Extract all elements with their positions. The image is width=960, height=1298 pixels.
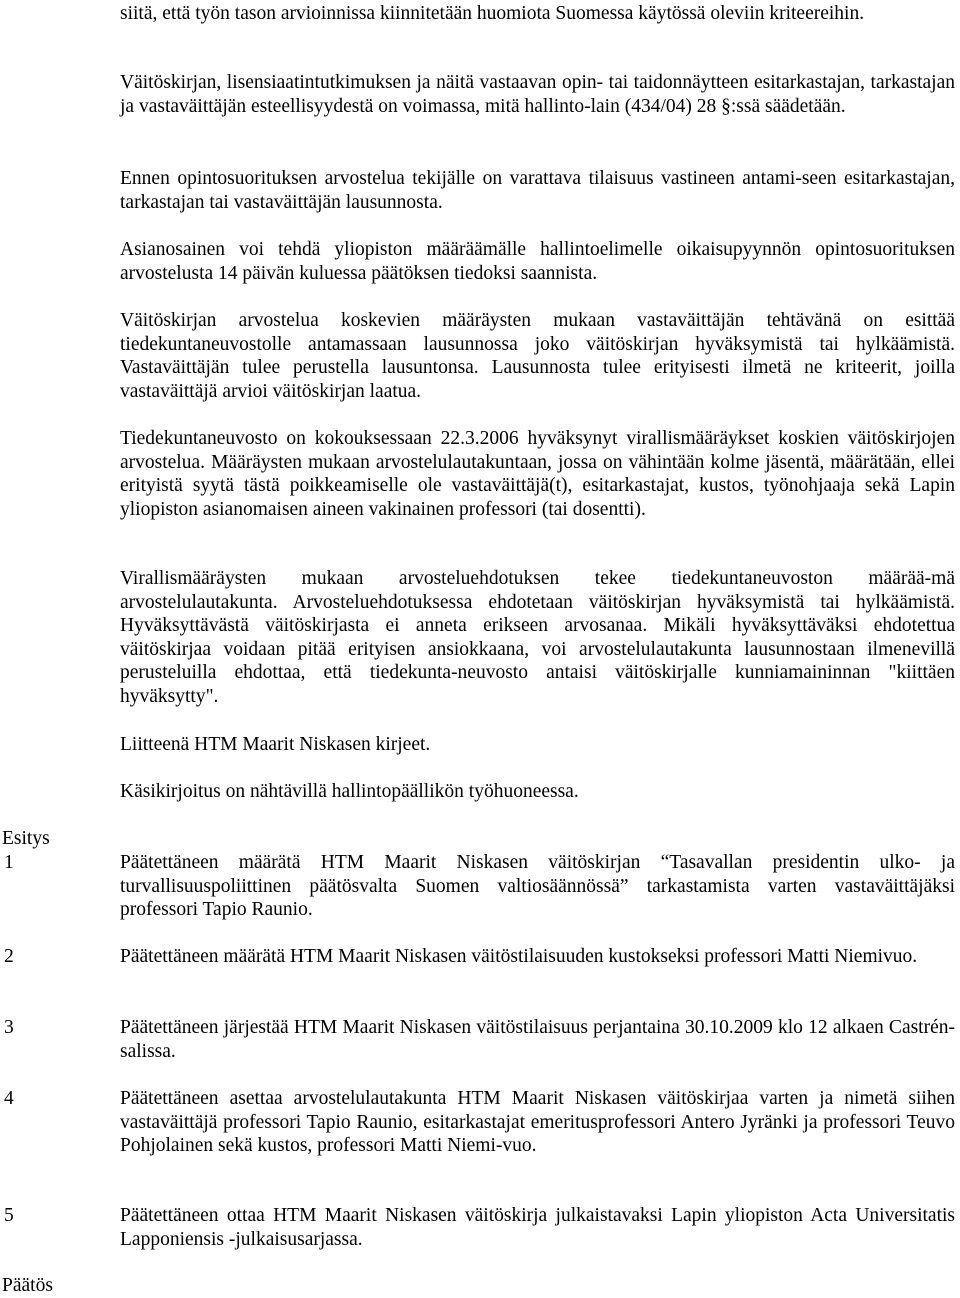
body-paragraph-9: Käsikirjoitus on nähtävillä hallintopäällikön työhuoneessa. bbox=[120, 781, 579, 802]
body-paragraph-2: Väitöskirjan, lisensiaatintutkimuksen ja näitä vastaavan opin- tai taidonnäytteen esitarkastajan, tarkastajan ja vastaväittäjän esteellisyydestä on voimassa, mitä hallinto-lain (434/04) 28 §:ssä säädetään. bbox=[120, 72, 955, 117]
esitys-item-text-4: Päätettäneen asettaa arvostelulautakunta HTM Maarit Niskasen väitöskirjaa varten ja nimetä siihen vastaväittäjä professori Tapio Raunio, esitarkastajat emeritusprofessori Antero Jyränki ja professori Teuvo Pohjolainen sekä kustos, professori Matti Niemi-vuo. bbox=[120, 1088, 955, 1157]
esitys-item-text-1: Päätettäneen määrätä HTM Maarit Niskasen väitöskirjan “Tasavallan presidentin ulko- ja turvallisuuspoliittinen päätösvalta Suomen valtiosäännössä” tarkastamista varten vastaväittäjäksi professori Tapio Raunio. bbox=[120, 852, 955, 921]
paatos-label: Päätös bbox=[2, 1275, 53, 1296]
esitys-item-text-5: Päätettäneen ottaa HTM Maarit Niskasen väitöskirja julkaistavaksi Lapin yliopiston Acta Universitatis Lapponiensis -julkaisusarjassa. bbox=[120, 1205, 955, 1250]
esitys-item-number-3: 3 bbox=[4, 1017, 14, 1038]
esitys-item-number-4: 4 bbox=[4, 1088, 14, 1109]
esitys-item-number-1: 1 bbox=[4, 852, 14, 873]
body-paragraph-5: Väitöskirjan arvostelua koskevien määräysten mukaan vastaväittäjän tehtävänä on esittää tiedekuntaneuvostolle antamassaan lausunnossa joko väitöskirjan hyväksymistä tai hylkäämistä. Vastaväittäjän tulee perustella lausuntonsa. Lausunnosta tulee erityisesti ilmetä ne kriteerit, joilla vastaväittäjä arvioi väitöskirjan laatua. bbox=[120, 310, 955, 402]
esitys-label: Esitys bbox=[2, 828, 50, 849]
body-paragraph-4: Asianosainen voi tehdä yliopiston määräämälle hallintoelimelle oikaisupyynnön opintosuorituksen arvostelusta 14 päivän kuluessa päätöksen tiedoksi saannista. bbox=[120, 239, 955, 284]
body-paragraph-8: Liitteenä HTM Maarit Niskasen kirjeet. bbox=[120, 734, 431, 755]
body-paragraph-1: siitä, että työn tason arvioinnissa kiinnitetään huomiota Suomessa käytössä oleviin kriteereihin. bbox=[120, 3, 865, 24]
body-paragraph-7: Virallismääräysten mukaan arvosteluehdotuksen tekee tiedekuntaneuvoston määrää-mä arvostelulautakunta. Arvosteluehdotuksessa ehdotetaan väitöskirjan hyväksymistä tai hylkäämistä. Hyväksyttävästä väitöskirjasta ei anneta erikseen arvosanaa. Mikäli hyväksyttäväksi ehdotettua väitöskirjaa voidaan pitää erityisen ansiokkaana, voi arvostelulautakunta lausunnostaan ilmenevillä perusteluilla ehdottaa, että tiedekunta-neuvosto antaisi väitöskirjalle kunniamaininnan "kiittäen hyväksytty". bbox=[120, 568, 955, 707]
esitys-item-text-3: Päätettäneen järjestää HTM Maarit Niskasen väitöstilaisuus perjantaina 30.10.2009 klo 12 alkaen Castrén-salissa. bbox=[120, 1017, 955, 1062]
esitys-item-number-5: 5 bbox=[4, 1205, 14, 1226]
esitys-item-text-2: Päätettäneen määrätä HTM Maarit Niskasen väitöstilaisuuden kustokseksi professori Matti Niemivuo. bbox=[120, 946, 918, 967]
body-paragraph-6: Tiedekuntaneuvosto on kokouksessaan 22.3.2006 hyväksynyt virallismääräykset koskien väitöskirjojen arvostelua. Määräysten mukaan arvostelulautakuntaan, jossa on vähintään kolme jäsentä, määrätään, ellei erityistä syytä tästä poikkeamiselle ole vastaväittäjä(t), esitarkastajat, kustos, työnohjaaja sekä Lapin yliopiston asianomaisen aineen vakinainen professori (tai dosentti). bbox=[120, 428, 955, 520]
esitys-item-number-2: 2 bbox=[4, 946, 14, 967]
body-paragraph-3: Ennen opintosuorituksen arvostelua tekijälle on varattava tilaisuus vastineen antami-seen esitarkastajan, tarkastajan tai vastaväittäjän lausunnosta. bbox=[120, 168, 955, 213]
